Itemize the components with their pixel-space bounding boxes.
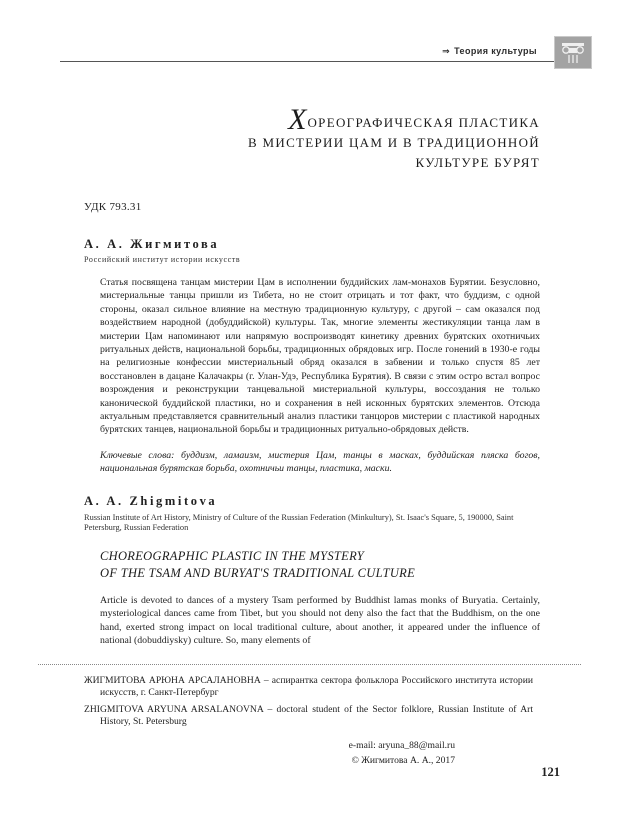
journal-logo (554, 36, 592, 69)
title-line-1 (0, 103, 540, 136)
section-title: Теория культуры (454, 46, 537, 56)
udc-code: УДК 793.31 (84, 201, 142, 213)
copyright-notice: © Жигмитова А. А., 2017 (351, 754, 455, 766)
title-line-2: В МИСТЕРИИ ЦАМ И В ТРАДИЦИОННОЙ (248, 135, 540, 150)
page-header (0, 0, 617, 62)
affiliation-en: Russian Institute of Art History, Ministry of Culture of the Russian Federation (Minkultury), St. Isaac's Square, 5, 190000, Saint Petersburg, Russian Federation (84, 512, 514, 533)
author-bio-ru: ЖИГМИТОВА АРЮНА АРСАЛАНОВНА – аспирантка сектора фольклора Российского института истории искусств, г. Санкт-Петербург (84, 674, 533, 699)
author-name-en: A. A. Zhigmitova (84, 493, 218, 508)
column-capital-icon (560, 41, 586, 65)
author-name-ru: А. А. Жигмитова (84, 237, 220, 251)
abstract-en: Article is devoted to dances of a mystery Tsam performed by Buddhist lamas monks of Buryatia. Certainly, mysteriological dances came from Tibet, but you should not deny also the fact that the Buddhism, on the one hand, exerted strong impact on local traditional culture, about another, it appeared under the influence of national (dobuddiysky) culture. So, many elements of (100, 594, 540, 647)
keywords-label: Ключевые слова: (100, 449, 175, 461)
abstract-ru: Статья посвящена танцам мистерии Цам в исполнении буддийских лам-монахов Бурятии. Безусловно, мистериальные танцы пришли из Тибета, но не стоит отрицать и тот факт, что буддизм, с одной стороны, оказал сильное влияние на местную традиционную культуру, с другой – сам оказался под воздействием народной (добуддийской) культуры. Так, многие элементы жестикуляции танца лам в мистерии Цам напоминают или напрямую воспроизводят кинетику древних бурятских охотничьих ритуальных действ, национальной борьбы, традиционных обрядовых игр. После гонений в 1930-е годы на религиозные конфессии мистериальный обряд оказался в забвении и только спустя 85 лет восстановлен в дацане Калачакры (г. Улан-Удэ, Республика Бурятия). В связи с этим остро встал вопрос возрождения и реконструкции танцевальной мистериальной культуры, воссоздания не только канонической буддийской пластики, но и сохранения в ней исконных бурятских элементов. Отсюда актуальным представляется сравнительный анализ пластики танцоров мистерии с пластикой народных бурятских танцев, национальной борьбы и традиционных ритуально-обрядовых действ. (100, 277, 540, 436)
author-email: e-mail: aryuna_88@mail.ru (348, 739, 455, 751)
author-bio-en: ZHIGMITOVA ARYUNA ARSALANOVNA – doctoral student of the Sector folklore, Russian Institute of Art History, St. Petersburg (84, 703, 533, 728)
page-number: 121 (541, 765, 560, 779)
title-en-line-1: CHOREOGRAPHIC PLASTIC IN THE MYSTERY (100, 548, 365, 563)
title-drop-initial: Х (288, 103, 307, 136)
title-line-1-rest: ОРЕОГРАФИЧЕСКАЯ ПЛАСТИКА (307, 115, 540, 130)
double-arrow-icon: ⇒ (442, 46, 451, 56)
title-line-3: КУЛЬТУРЕ БУРЯТ (415, 155, 540, 170)
header-rule (60, 61, 559, 62)
dotted-separator (38, 664, 581, 665)
keywords-list: буддизм, ламаизм, мистерия Цам, танцы в масках, буддийская пляска богов, национальная бурятская борьба, охотничьи танцы, пластика, маски. (100, 449, 541, 475)
section-heading (0, 46, 617, 57)
title-en-line-2: OF THE TSAM AND BURYAT'S TRADITIONAL CULTURE (100, 565, 416, 580)
keywords-ru (100, 449, 540, 476)
article-title-ru (0, 103, 617, 173)
affiliation-ru: Российский институт истории искусств (84, 255, 241, 264)
article-title-en (100, 548, 540, 582)
